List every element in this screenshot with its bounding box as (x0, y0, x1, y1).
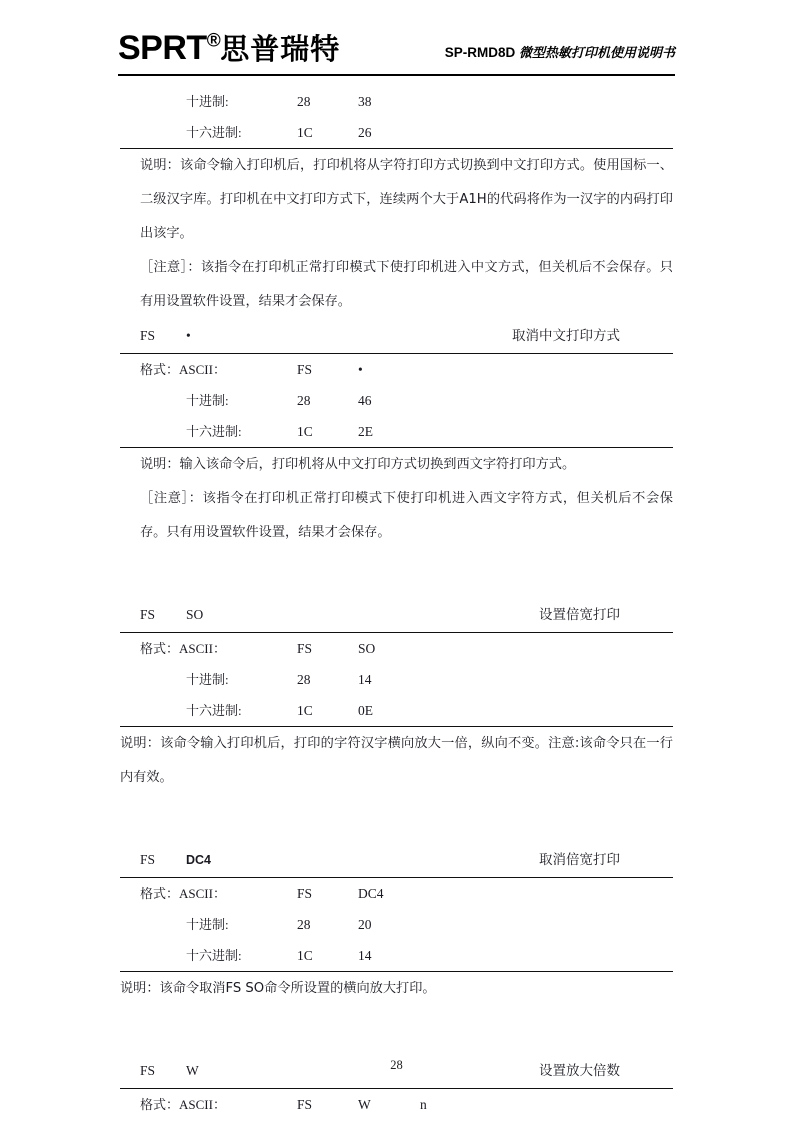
row-label-hex: 十六进制: (186, 424, 242, 439)
vertical-spacer (0, 550, 793, 598)
table-row (0, 664, 793, 695)
command-argument: DC4 (186, 853, 212, 867)
command-argument: SO (186, 607, 204, 622)
row-value-2: 14 (358, 672, 372, 687)
brand-logo (118, 28, 340, 69)
row-value-2: 26 (358, 125, 372, 140)
command-argument: • (186, 328, 191, 343)
table-row (0, 633, 793, 664)
row-label-hex: 十六进制: (186, 703, 242, 718)
row-value-1: 28 (297, 917, 311, 932)
vertical-spacer (0, 1006, 793, 1054)
row-value-1: 1C (297, 948, 313, 963)
table-row (0, 117, 793, 148)
row-label-hex: 十六进制: (186, 948, 242, 963)
row-value-1: 28 (297, 94, 311, 109)
header-divider (118, 74, 675, 76)
description-paragraph: 说明：输入该命令后，打印机将从中文打印方式切换到西文字符打印方式。 (140, 457, 576, 472)
table-row (0, 695, 793, 726)
row-value-1: FS (297, 641, 313, 656)
row-value-1: FS (297, 362, 313, 377)
command-description: 设置放大倍数 (539, 1063, 620, 1079)
row-value-1: 1C (297, 703, 313, 718)
registered-mark-icon: ® (206, 30, 221, 52)
brand-latin-text: SPRT (118, 29, 207, 67)
header-manual-title (445, 42, 675, 61)
table-row (0, 1089, 793, 1120)
brand-chinese-text: 思普瑞特 (220, 32, 341, 66)
description-paragraph: 说明：该命令输入打印机后，打印机将从字符打印方式切换到中文打印方式。使用国标一、二级汉字库。打印机在中文打印方式下，连续两个大于A1H的代码将作为一汉字的内码打印出该字。 (140, 158, 673, 241)
row-value-2: 38 (358, 94, 372, 109)
command-heading (0, 843, 793, 877)
row-value-2: W (358, 1097, 371, 1112)
note-paragraph: ［注意］：该指令在打印机正常打印模式下使打印机进入中文方式，但关机后不会保存。只有用设置软件设置，结果才会保存。 (140, 260, 673, 309)
header-title-chinese: 微型热敏打印机使用说明书 (518, 46, 675, 61)
command-description: 设置倍宽打印 (539, 607, 620, 623)
row-value-1: FS (297, 886, 313, 901)
table-row (0, 86, 793, 117)
row-value-2: 14 (358, 948, 372, 963)
document-body (0, 86, 793, 1120)
row-value-1: 28 (297, 672, 311, 687)
row-value-2: 2E (358, 424, 373, 439)
command-prefix: FS (140, 607, 156, 622)
row-value-2: DC4 (358, 886, 384, 901)
row-value-2: SO (358, 641, 376, 656)
table-row (0, 385, 793, 416)
row-label-decimal: 十进制: (186, 917, 229, 932)
row-label-decimal: 十进制: (186, 672, 229, 687)
command-prefix: FS (140, 852, 156, 867)
page-header (118, 28, 675, 74)
row-label-format: 格式：ASCII： (140, 362, 226, 377)
row-label-decimal: 十进制: (186, 94, 229, 109)
vertical-spacer (0, 795, 793, 843)
command-prefix: FS (140, 328, 156, 343)
table-row (0, 940, 793, 971)
header-model-code: SP-RMD8D (444, 45, 516, 60)
table-row (0, 909, 793, 940)
row-value-1: 28 (297, 393, 311, 408)
row-value-3: n (420, 1097, 427, 1112)
row-label-hex: 十六进制: (186, 125, 242, 140)
row-value-2: 0E (358, 703, 373, 718)
table-row (0, 354, 793, 385)
row-label-format: 格式：ASCII： (140, 886, 226, 901)
command-heading (0, 598, 793, 632)
command-description: 取消中文打印方式 (512, 328, 620, 344)
command-prefix: FS (140, 1063, 156, 1078)
command-description: 取消倍宽打印 (539, 852, 620, 868)
command-heading (0, 319, 793, 353)
note-paragraph: ［注意］：该指令在打印机正常打印模式下使打印机进入西文字符方式，但关机后不会保存。只有用设置软件设置，结果才会保存。 (140, 491, 673, 540)
command-argument: W (186, 1063, 199, 1078)
table-row (0, 878, 793, 909)
row-value-1: FS (297, 1097, 313, 1112)
row-value-2: • (358, 362, 363, 377)
description-paragraph: 说明：该命令取消FS SO命令所设置的横向放大打印。 (120, 981, 436, 996)
row-value-2: 20 (358, 917, 372, 932)
row-value-1: 1C (297, 125, 313, 140)
table-row (0, 416, 793, 447)
row-label-decimal: 十进制: (186, 393, 229, 408)
row-label-format: 格式：ASCII： (140, 641, 226, 656)
page-number: 28 (390, 1058, 403, 1072)
row-value-2: 46 (358, 393, 372, 408)
row-label-format: 格式：ASCII： (140, 1097, 226, 1112)
description-paragraph: 说明：该命令输入打印机后，打印的字符汉字横向放大一倍，纵向不变。注意:该命令只在一行内有效。 (120, 736, 673, 785)
row-value-1: 1C (297, 424, 313, 439)
